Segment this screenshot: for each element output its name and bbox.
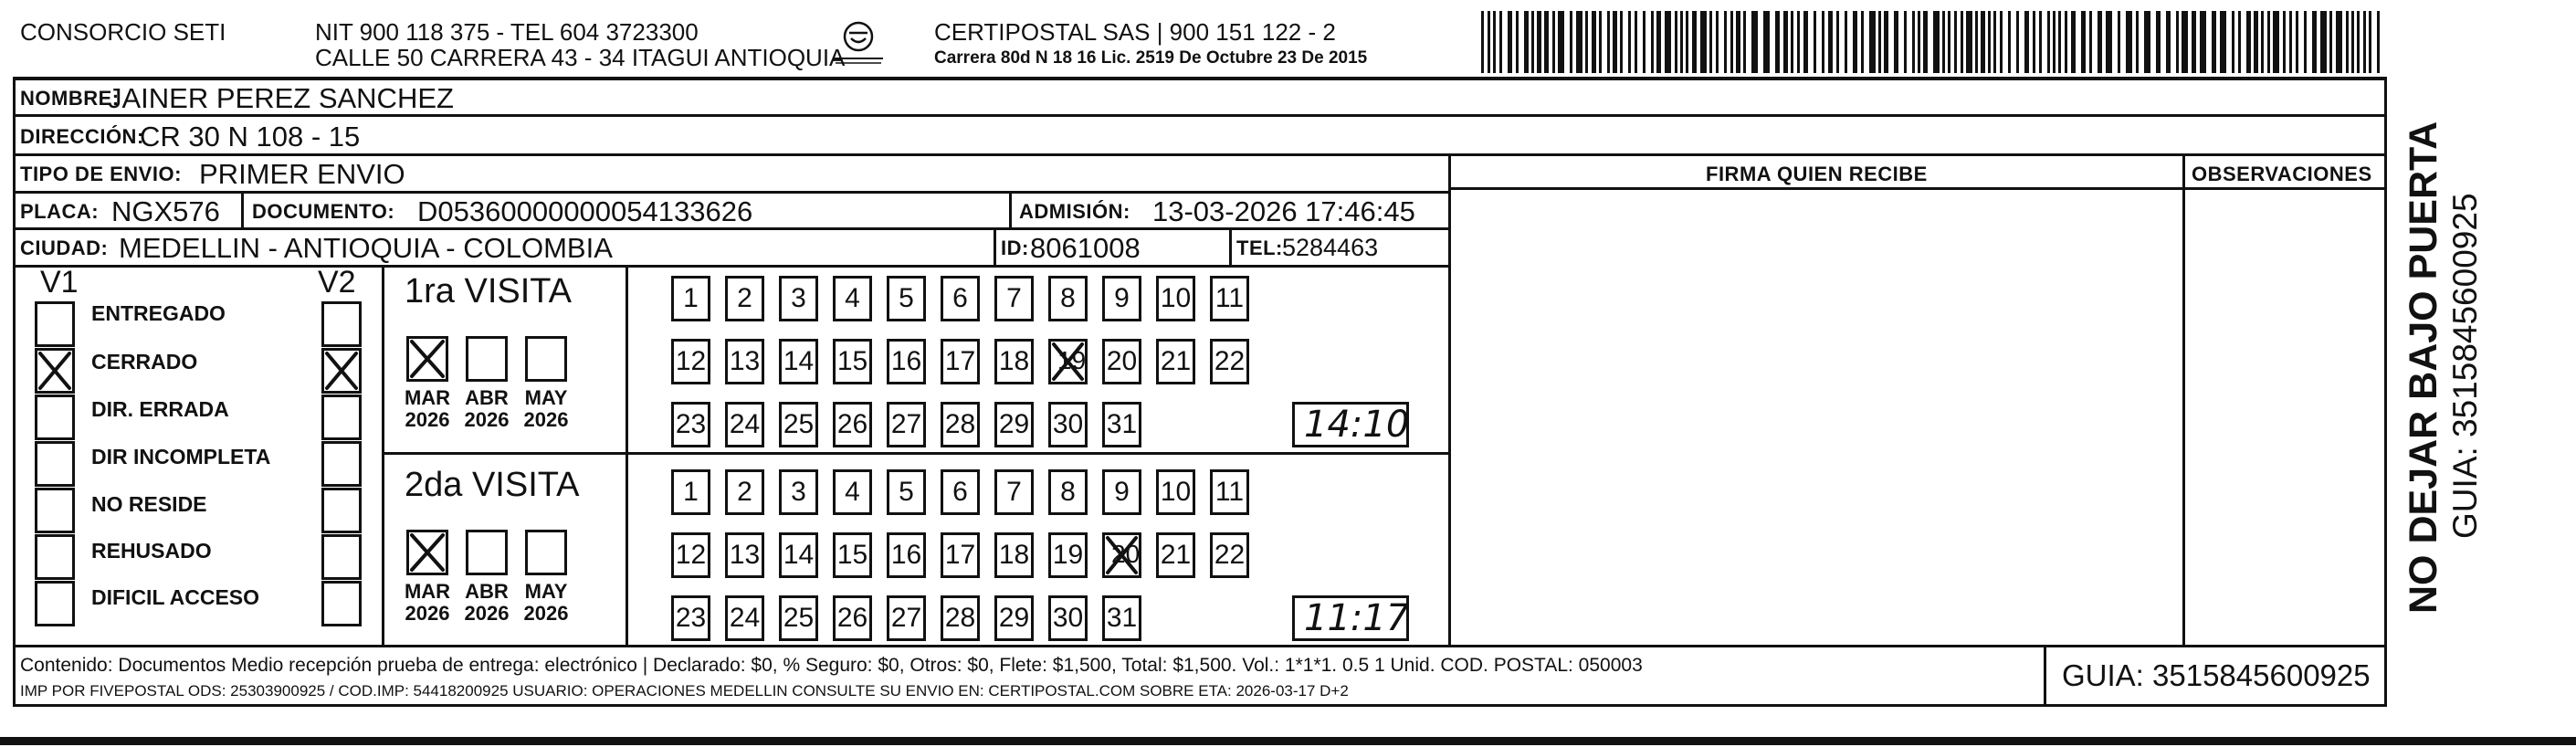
day-box[interactable]: 31 — [1102, 595, 1141, 641]
day-box[interactable]: 25 — [779, 595, 818, 641]
day-box[interactable]: 24 — [725, 595, 764, 641]
footer-guia: GUIA: 3515845600925 — [2062, 658, 2371, 692]
id-label: ID: — [1001, 237, 1029, 259]
day-box[interactable]: 15 — [833, 532, 872, 578]
month-checkbox[interactable] — [466, 336, 508, 382]
tel-value: 5284463 — [1282, 234, 1379, 261]
day-box[interactable]: 21 — [1156, 339, 1195, 384]
day-box[interactable]: 9 — [1102, 276, 1141, 321]
day-box[interactable]: 7 — [994, 276, 1034, 321]
day-box[interactable]: 28 — [941, 595, 980, 641]
day-box[interactable]: 2 — [725, 276, 764, 321]
month-label: ABR 2026 — [464, 580, 510, 626]
status-option-label: NO RESIDE — [91, 492, 207, 516]
visit-title: 2da VISITA — [405, 466, 580, 504]
status-v1-checkbox[interactable] — [35, 488, 75, 533]
placa-label: PLACA: — [20, 200, 100, 223]
day-box[interactable]: 29 — [994, 595, 1034, 641]
day-box[interactable]: 11 — [1210, 276, 1249, 321]
day-box[interactable]: 6 — [941, 469, 980, 515]
status-v2-checkbox[interactable] — [321, 488, 362, 533]
month-label: MAY 2026 — [523, 580, 569, 626]
day-box[interactable]: 8 — [1048, 469, 1088, 515]
day-box[interactable]: 4 — [833, 469, 872, 515]
imp-text: IMP POR FIVEPOSTAL ODS: 25303900925 / COD.IMP: 54418200925 USUARIO: OPERACIONES MEDELLIN CONSULTE SU ENVIO EN: CERTIPOSTAL.COM SOBRE ETA: 2026-03-17 D+2 — [20, 682, 1349, 700]
status-option-label: DIFICIL ACCESO — [91, 585, 260, 609]
day-box[interactable]: 17 — [941, 339, 980, 384]
day-box[interactable]: 27 — [887, 595, 926, 641]
status-v1-checkbox[interactable] — [35, 534, 75, 580]
day-box[interactable]: 13 — [725, 339, 764, 384]
day-box[interactable]: 9 — [1102, 469, 1141, 515]
address-line: CALLE 50 CARRERA 43 - 34 ITAGUI ANTIOQUIA — [315, 44, 846, 71]
day-box[interactable]: 30 — [1048, 595, 1088, 641]
day-box[interactable]: 31 — [1102, 402, 1141, 447]
month-checkbox[interactable] — [466, 530, 508, 575]
month-checkbox[interactable] — [525, 530, 567, 575]
contenido-text: Contenido: Documentos Medio recepción prueba de entrega: electrónico | Declarado: $0, % Seguro: $0, Otros: $0, Flete: $1,500, Total: $1,500. Vol.: 1*1*1. 0.5 1 Unid. COD. POSTAL: 050003 — [20, 655, 1643, 676]
v1-label: V1 — [40, 265, 79, 300]
month-checkbox[interactable] — [525, 336, 567, 382]
direccion-value: CR 30 N 108 - 15 — [140, 121, 361, 153]
status-option-label: DIR INCOMPLETA — [91, 445, 271, 468]
day-box[interactable]: 17 — [941, 532, 980, 578]
carrier-line: CERTIPOSTAL SAS | 900 151 122 - 2 — [934, 18, 1336, 46]
status-option-label: REHUSADO — [91, 539, 212, 563]
day-box[interactable]: 12 — [671, 339, 710, 384]
ciudad-value: MEDELLIN - ANTIOQUIA - COLOMBIA — [119, 232, 613, 264]
day-box[interactable]: 5 — [887, 469, 926, 515]
day-box[interactable]: 11 — [1210, 469, 1249, 515]
day-box[interactable]: 6 — [941, 276, 980, 321]
day-box[interactable]: 23 — [671, 595, 710, 641]
id-value: 8061008 — [1030, 232, 1141, 264]
status-v2-checkbox[interactable] — [321, 441, 362, 487]
nombre-value: JAINER PEREZ SANCHEZ — [108, 82, 454, 114]
status-option-label: ENTREGADO — [91, 301, 226, 325]
visit-time: 14:10 — [1304, 404, 1410, 446]
day-box-label: 20 — [1111, 540, 1141, 568]
day-box[interactable]: 7 — [994, 469, 1034, 515]
month-checkbox[interactable] — [406, 336, 448, 382]
day-box[interactable]: 2 — [725, 469, 764, 515]
carrier-address: Carrera 80d N 18 16 Lic. 2519 De Octubre 23 De 2015 — [934, 48, 1368, 68]
status-v2-checkbox[interactable] — [321, 581, 362, 626]
tipo-envio-label: TIPO DE ENVIO: — [20, 163, 182, 185]
v2-label: V2 — [318, 265, 356, 300]
day-box[interactable]: 4 — [833, 276, 872, 321]
day-box[interactable]: 23 — [671, 402, 710, 447]
ciudad-label: CIUDAD: — [20, 237, 109, 259]
tipo-envio-value: PRIMER ENVIO — [199, 158, 405, 190]
status-v1-checkbox[interactable] — [35, 441, 75, 487]
day-box[interactable]: 10 — [1156, 276, 1195, 321]
observaciones-header: OBSERVACIONES — [2192, 163, 2372, 185]
documento-value: D05360000000054133626 — [417, 195, 753, 227]
day-box[interactable]: 3 — [779, 276, 818, 321]
tel-label: TEL: — [1236, 237, 1283, 259]
day-box[interactable]: 26 — [833, 402, 872, 447]
day-box[interactable]: 1 — [671, 276, 710, 321]
day-box[interactable]: 25 — [779, 402, 818, 447]
placa-value: NGX576 — [111, 195, 220, 227]
day-box[interactable]: 26 — [833, 595, 872, 641]
day-box[interactable]: 16 — [887, 339, 926, 384]
status-option-label: CERRADO — [91, 350, 198, 374]
month-label: ABR 2026 — [464, 386, 510, 432]
status-v1-checkbox[interactable] — [35, 348, 75, 394]
day-box[interactable]: 28 — [941, 402, 980, 447]
admision-label: ADMISIÓN: — [1019, 200, 1130, 223]
day-box[interactable]: 16 — [887, 532, 926, 578]
day-box[interactable]: 8 — [1048, 276, 1088, 321]
day-box[interactable]: 18 — [994, 532, 1034, 578]
status-v1-checkbox[interactable] — [35, 395, 75, 440]
day-box[interactable]: 24 — [725, 402, 764, 447]
company-name: CONSORCIO SETI — [20, 18, 226, 46]
day-box[interactable]: 14 — [779, 532, 818, 578]
day-box[interactable]: 10 — [1156, 469, 1195, 515]
day-box[interactable]: 20 — [1102, 339, 1141, 384]
barcode — [1481, 11, 2394, 75]
side-guia: GUIA: 3515845600925 — [2446, 193, 2484, 539]
day-box[interactable]: 18 — [994, 339, 1034, 384]
visit-title: 1ra VISITA — [405, 272, 573, 310]
documento-label: DOCUMENTO: — [252, 200, 395, 223]
month-checkbox[interactable] — [406, 530, 448, 575]
no-dejar-bajo-puerta: NO DEJAR BAJO PUERTA — [2402, 121, 2445, 614]
day-box[interactable]: 22 — [1210, 532, 1249, 578]
day-box[interactable]: 15 — [833, 339, 872, 384]
day-box[interactable]: 19 — [1048, 532, 1088, 578]
status-v2-checkbox[interactable] — [321, 301, 362, 347]
day-box[interactable]: 13 — [725, 532, 764, 578]
visit-time: 11:17 — [1304, 597, 1410, 639]
status-option-label: DIR. ERRADA — [91, 397, 229, 421]
day-box[interactable]: 22 — [1210, 339, 1249, 384]
firma-header: FIRMA QUIEN RECIBE — [1706, 163, 1928, 185]
status-v2-checkbox[interactable] — [321, 395, 362, 440]
day-box[interactable]: 3 — [779, 469, 818, 515]
status-v2-checkbox[interactable] — [321, 534, 362, 580]
day-box[interactable]: 21 — [1156, 532, 1195, 578]
certipostal-logo-icon — [826, 20, 890, 70]
day-box[interactable]: 14 — [779, 339, 818, 384]
month-label: MAR 2026 — [404, 386, 451, 432]
status-v1-checkbox[interactable] — [35, 301, 75, 347]
month-label: MAR 2026 — [404, 580, 451, 626]
day-box[interactable]: 27 — [887, 402, 926, 447]
nit-line: NIT 900 118 375 - TEL 604 3723300 — [315, 18, 699, 46]
admision-value: 13-03-2026 17:46:45 — [1152, 195, 1415, 227]
nombre-label: NOMBRE: — [20, 87, 120, 110]
status-v2-checkbox[interactable] — [321, 348, 362, 394]
day-box[interactable]: 30 — [1048, 402, 1088, 447]
direccion-label: DIRECCIÓN: — [20, 125, 144, 148]
day-box[interactable]: 1 — [671, 469, 710, 515]
day-box-label: 19 — [1057, 346, 1087, 374]
day-box[interactable]: 5 — [887, 276, 926, 321]
day-box[interactable]: 29 — [994, 402, 1034, 447]
status-v1-checkbox[interactable] — [35, 581, 75, 626]
month-label: MAY 2026 — [523, 386, 569, 432]
day-box[interactable]: 12 — [671, 532, 710, 578]
